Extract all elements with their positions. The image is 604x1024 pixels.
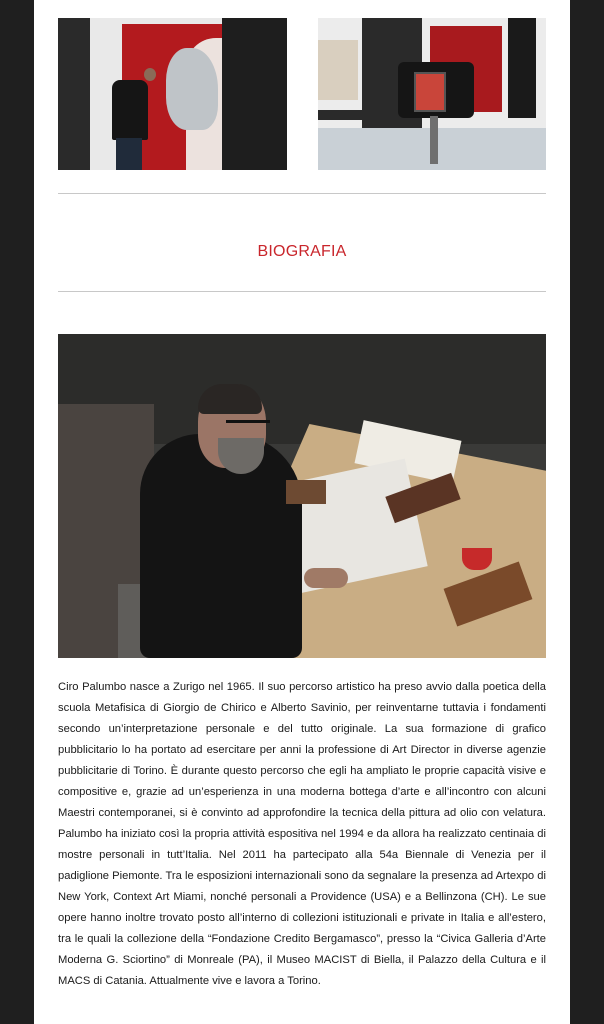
small-artwork [286,480,326,504]
artwork-left [318,40,358,100]
artist-hand [304,568,348,588]
artist-head [144,68,156,81]
artist-hair [198,384,262,414]
artist-legs [116,138,142,170]
curtain-right [508,18,536,118]
divider-bottom [58,291,546,292]
divider-top [58,193,546,194]
page-content [34,0,570,1024]
camera-screen [414,72,446,112]
curtain-left [58,18,90,170]
biography-text: Ciro Palumbo nasce a Zurigo nel 1965. Il suo percorso artistico ha preso avvio dalla poetica della scuola Metafisica di Giorgio de Chirico e Alberto Savinio, per reinventarne tuttavia i fondamenti secondo un’interpretazione personale e del tutto originale. La sua formazione di grafico pubblicitario lo ha portato ad esercitare per anni la professione di Art Director in diverse agenzie pubblicitarie di Torino. È durante questo percorso che egli ha ampliato le proprie capacità visive e compositive e, grazie ad un’esperienza in una moderna bottega d’arte e all’incontro con alcuni Maestri contemporanei, si è convinto ad approfondire la tecnica della pittura ad olio con velatura. Palumbo ha iniziato così la propria attività espositiva nel 1994 e da allora ha realizzato centinaia di mostre personali in tutt’Italia. Nel 2011 ha partecipato alla 54a Biennale di Venezia per il padiglione Piemonte. Tra le esposizioni internazionali sono da segnalare la presenza ad Artexpo di New York, Context Art Miami, nonché personali a Providence (USA) e a Bellinzona (CH). Le sue opere hanno inoltre trovato posto all’interno di collezioni istituzionali e private in Italia e all’estero, tra le quali la collezione della “Fondazione Credito Bergamasco”, presso la “Civica Galleria d’Arte Moderna G. Sciortino” di Monreale (PA), il Museo MACIST di Biella, il Palazzo della Cultura e il MACS di Catania. Attualmente vive e lavora a Torino. [58,681,546,987]
artist-studio-photo [58,334,546,658]
painted-horse [166,48,218,130]
camera-photo [318,18,546,170]
artist-painting-photo [58,18,287,170]
section-title: BIOGRAFIA [257,243,347,260]
curtain-right [222,18,287,170]
glasses-icon [226,420,270,431]
red-cup [462,548,492,570]
tripod-stand [430,116,438,164]
artist-figure [112,80,148,140]
tripod-arm [318,110,398,120]
